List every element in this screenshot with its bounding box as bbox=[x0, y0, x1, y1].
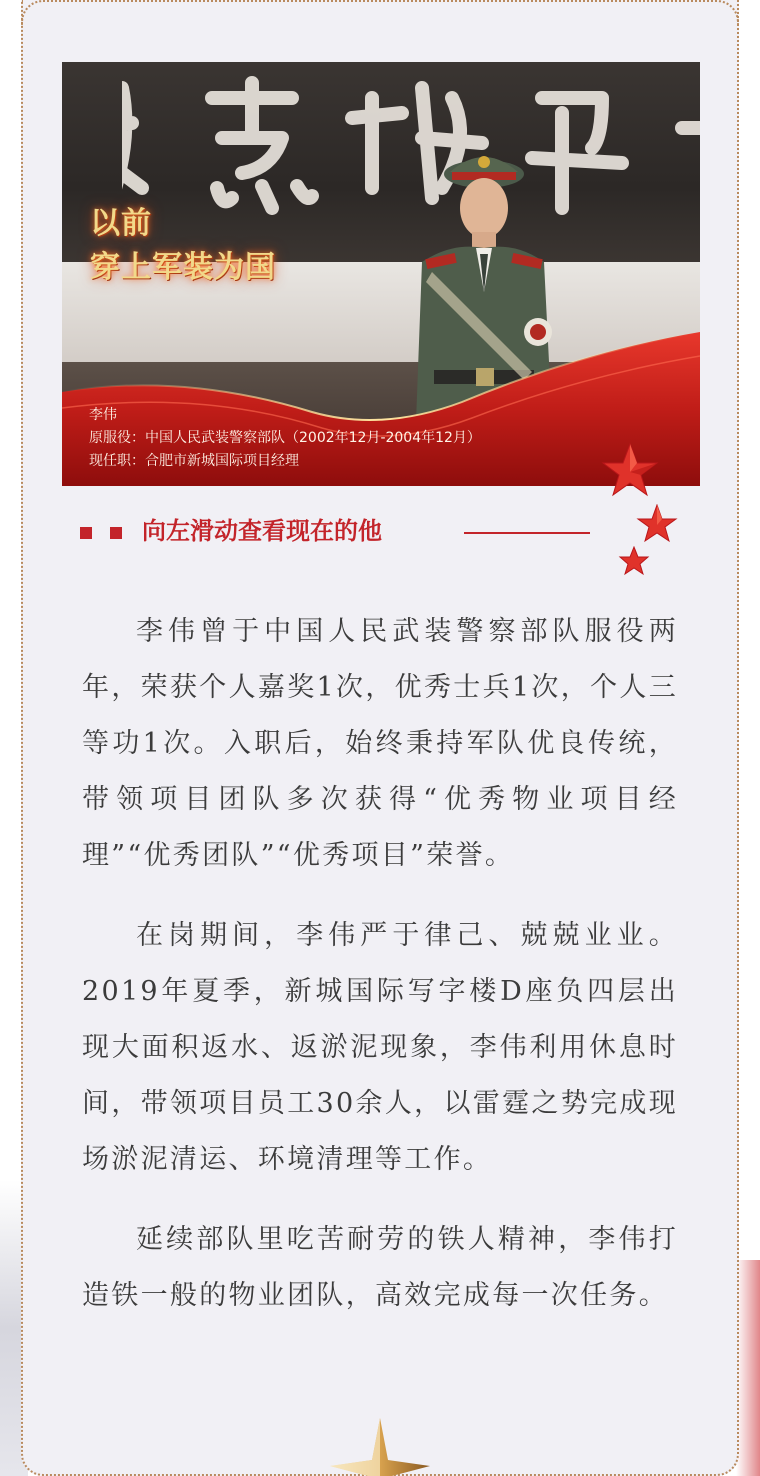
right-decor-shade bbox=[736, 1260, 760, 1476]
paragraph: 李伟曾于中国人民武装警察部队服役两年，荣获个人嘉奖1次，优秀士兵1次，个人三等功1次。入职后，始终秉持军队优良传统，带领项目团队多次获得“优秀物业项目经理”“优秀团队”“优秀项目”荣誉。 bbox=[82, 616, 678, 871]
star-icon bbox=[600, 442, 660, 502]
hero-caption bbox=[89, 404, 481, 473]
hero-slogan-line1: 以前 bbox=[90, 206, 152, 241]
square-bullet-icon bbox=[110, 527, 122, 539]
current-role: 现任职：合肥市新城国际项目经理 bbox=[89, 453, 299, 469]
person-name: 李伟 bbox=[89, 407, 117, 423]
swipe-hint-text: 向左滑动查看现在的他 bbox=[142, 517, 382, 545]
hero-photo[interactable] bbox=[62, 62, 700, 486]
star-icon bbox=[636, 504, 678, 546]
paragraph: 在岗期间，李伟严于律己、兢兢业业。2019年夏季，新城国际写字楼D座负四层出现大面积返水、返淤泥现象，李伟利用休息时间，带领项目员工30余人，以雷霆之势完成现场淤泥清运、环境清理等工作。 bbox=[82, 920, 678, 1175]
hero-slogan-line2: 穿上军装为国 bbox=[90, 250, 276, 285]
paragraph: 延续部队里吃苦耐劳的铁人精神，李伟打造铁一般的物业团队，高效完成每一次任务。 bbox=[82, 1224, 678, 1311]
heading-divider bbox=[464, 532, 590, 534]
hero-slogan bbox=[90, 202, 276, 290]
former-service: 原服役：中国人民武装警察部队（2002年12月-2004年12月） bbox=[89, 430, 481, 446]
bottom-star-icon bbox=[330, 1418, 430, 1476]
square-bullet-icon bbox=[80, 527, 92, 539]
swipe-hint-row bbox=[80, 508, 600, 552]
star-icon bbox=[618, 546, 650, 578]
article-body bbox=[82, 604, 678, 1348]
